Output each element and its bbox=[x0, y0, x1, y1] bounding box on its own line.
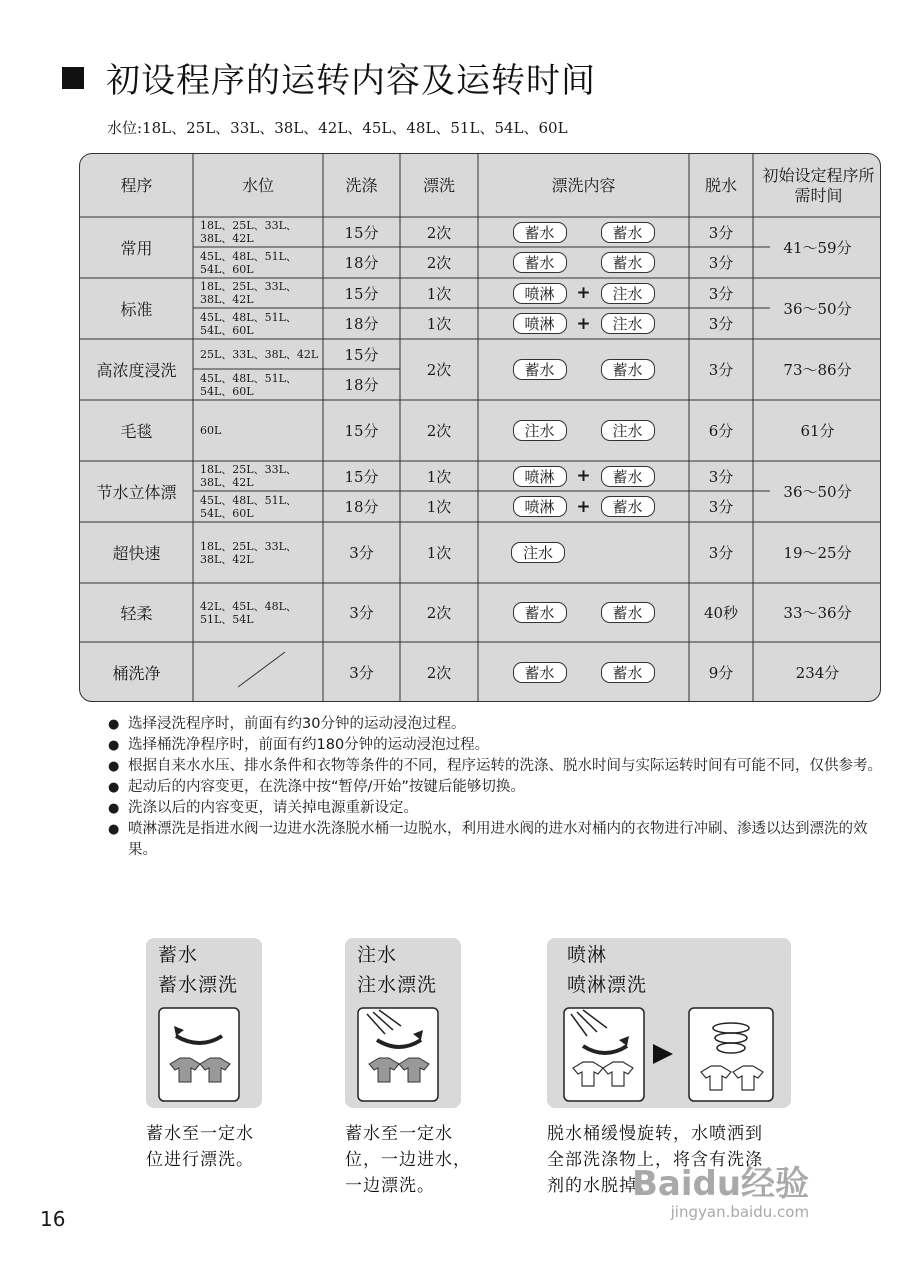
note-item: ● 洗涤以后的内容变更，请关掉电源重新设定。 bbox=[108, 798, 888, 819]
rinse-content bbox=[478, 308, 689, 339]
rinse-step-pill: 蓄水 bbox=[513, 359, 567, 380]
rinse-content bbox=[478, 400, 689, 461]
bullet-icon: ● bbox=[108, 822, 120, 837]
spin-time: 6分 bbox=[708, 422, 734, 440]
program-table bbox=[79, 153, 881, 702]
bullet-icon: ● bbox=[108, 780, 120, 795]
panel-subtitle: 蓄水漂洗 bbox=[158, 974, 239, 996]
rinse-content bbox=[478, 583, 689, 642]
wash-time: 15分 bbox=[344, 345, 379, 364]
panel-subtitle: 注水漂洗 bbox=[357, 974, 438, 996]
rinse-count: 1次 bbox=[426, 544, 452, 562]
rinse-step-pill: 喷淋 bbox=[513, 466, 567, 487]
spin-time: 3分 bbox=[708, 254, 734, 272]
rinse-step-pill: 蓄水 bbox=[513, 602, 567, 623]
bullet-icon: ● bbox=[108, 738, 120, 753]
panel-title: 喷淋 bbox=[567, 944, 608, 966]
watermark-url: jingyan.baidu.com bbox=[670, 1203, 810, 1221]
water-levels-cell: 18L、25L、33L、38L、42L bbox=[200, 280, 297, 306]
program-normal: 常用 bbox=[120, 239, 153, 258]
spin-time: 3分 bbox=[708, 361, 734, 379]
spin-time: 3分 bbox=[708, 315, 734, 333]
water-levels-cell: 18L、25L、33L、38L、42L bbox=[200, 463, 297, 489]
wash-time: 3分 bbox=[349, 544, 374, 562]
panel-subtitle: 喷淋漂洗 bbox=[567, 974, 648, 996]
water-levels-cell: 18L、25L、33L、38L、42L bbox=[200, 539, 297, 566]
rinse-content bbox=[478, 247, 689, 278]
rinse-content bbox=[478, 339, 689, 400]
total-time: 36～50分 bbox=[783, 483, 852, 501]
panel-description: 脱水桶缓慢旋转，水喷洒到 全部洗涤物上，将含有洗涤 剂的水脱掉。 bbox=[547, 1124, 763, 1196]
rinse-step-pill: 注水 bbox=[601, 420, 655, 441]
header-program: 程序 bbox=[120, 175, 153, 195]
wash-time: 15分 bbox=[344, 284, 379, 303]
watermark bbox=[632, 1165, 809, 1221]
panel-title: 注水 bbox=[357, 944, 398, 966]
rinse-step-pill: 蓄水 bbox=[601, 252, 655, 273]
rinse-step-pill: 注水 bbox=[601, 313, 655, 334]
rinse-step-pill: 喷淋 bbox=[513, 313, 567, 334]
rinse-count: 1次 bbox=[426, 315, 452, 333]
rinse-content bbox=[478, 461, 689, 491]
header-rinse-content: 漂洗内容 bbox=[551, 175, 616, 195]
total-time: 41～59分 bbox=[783, 239, 852, 257]
total-time: 234分 bbox=[795, 664, 840, 682]
panel-description: 蓄水至一定水 位，一边进水， 一边漂洗。 bbox=[345, 1124, 471, 1196]
panel-spray bbox=[547, 938, 791, 1108]
rinse-count: 2次 bbox=[426, 223, 452, 242]
wash-time: 3分 bbox=[349, 664, 374, 682]
water-levels-cell: 60L bbox=[200, 424, 222, 437]
panel-fill-water bbox=[345, 938, 461, 1108]
bullet-icon: ● bbox=[108, 801, 120, 816]
rinse-step-pill: 蓄水 bbox=[601, 359, 655, 380]
rinse-count: 2次 bbox=[426, 254, 452, 272]
rinse-step-pill: 注水 bbox=[601, 283, 655, 304]
program-tub-clean: 桶洗净 bbox=[112, 664, 161, 683]
rinse-count: 2次 bbox=[426, 361, 452, 379]
wash-time: 15分 bbox=[344, 467, 379, 486]
spin-time: 3分 bbox=[708, 544, 734, 562]
rinse-step-pill: 蓄水 bbox=[601, 222, 655, 243]
rinse-step-pill: 蓄水 bbox=[601, 466, 655, 487]
spin-time: 40秒 bbox=[703, 604, 739, 622]
fill-water-rinse-illustration bbox=[355, 1006, 441, 1104]
panel-title: 蓄水 bbox=[158, 944, 199, 966]
rinse-step-pill: 注水 bbox=[511, 542, 565, 563]
program-blanket: 毛毯 bbox=[120, 422, 153, 441]
header-rinse: 漂洗 bbox=[422, 175, 455, 195]
spin-time: 9分 bbox=[708, 664, 734, 682]
program-gentle: 轻柔 bbox=[120, 604, 153, 623]
water-levels-cell: 18L、25L、33L、38L、42L bbox=[200, 219, 297, 245]
water-levels-cell: 42L、45L、48L、51L、54L bbox=[200, 599, 297, 626]
header-total-time: 初始设定程序所需时间 bbox=[762, 165, 875, 205]
plus-icon: + bbox=[576, 283, 591, 303]
spin-time: 3分 bbox=[708, 223, 734, 242]
rinse-count: 1次 bbox=[426, 284, 452, 303]
plus-icon: + bbox=[576, 313, 591, 334]
wash-time: 18分 bbox=[344, 498, 379, 516]
header-spin: 脱水 bbox=[704, 175, 737, 195]
note-item: ● 选择浸洗程序时，前面有约30分钟的运动浸泡过程。 bbox=[108, 714, 888, 735]
rinse-content bbox=[478, 642, 689, 702]
water-levels-cell: 45L、48L、51L、54L、60L bbox=[200, 493, 297, 520]
page-title bbox=[62, 53, 596, 102]
program-eco-3d-rinse: 节水立体漂 bbox=[96, 483, 177, 502]
rinse-count: 1次 bbox=[426, 498, 452, 516]
rinse-step-pill: 蓄水 bbox=[601, 496, 655, 517]
wash-time: 15分 bbox=[344, 422, 379, 440]
rinse-count: 2次 bbox=[426, 422, 452, 440]
total-time: 33～36分 bbox=[783, 604, 852, 622]
water-levels-cell: 45L、48L、51L、54L、60L bbox=[200, 249, 297, 276]
notes-list bbox=[108, 714, 888, 861]
rinse-step-pill: 蓄水 bbox=[513, 662, 567, 683]
note-item: ● 根据自来水水压、排水条件和衣物等条件的不同，程序运转的洗涤、脱水时间与实际运转时间有可能不同，仅供参考。 bbox=[108, 756, 888, 777]
panel-store-water bbox=[146, 938, 262, 1108]
spin-time: 3分 bbox=[708, 467, 734, 486]
program-quick: 超快速 bbox=[112, 544, 161, 563]
rinse-step-pill: 蓄水 bbox=[513, 252, 567, 273]
header-water: 水位 bbox=[241, 175, 274, 195]
rinse-content bbox=[478, 491, 689, 522]
spin-time: 3分 bbox=[708, 284, 734, 303]
bullet-icon: ● bbox=[108, 717, 120, 732]
rinse-step-pill: 蓄水 bbox=[513, 222, 567, 243]
program-soak: 高浓度浸洗 bbox=[96, 361, 177, 380]
water-levels-cell: 45L、48L、51L、54L、60L bbox=[200, 310, 297, 337]
total-time: 36～50分 bbox=[783, 300, 852, 318]
note-item: ● 喷淋漂洗是指进水阀一边进水洗涤脱水桶一边脱水，利用进水阀的进水对桶内的衣物进行冲刷、渗透以达到漂洗的效果。 bbox=[108, 819, 888, 861]
rinse-step-pill: 蓄水 bbox=[601, 662, 655, 683]
rinse-content bbox=[478, 217, 689, 247]
wash-time: 18分 bbox=[344, 376, 379, 394]
header-wash: 洗涤 bbox=[345, 175, 378, 195]
spray-rinse-illustration bbox=[561, 1006, 785, 1104]
total-time: 19～25分 bbox=[783, 544, 852, 562]
rinse-step-pill: 注水 bbox=[513, 420, 567, 441]
rinse-step-pill: 喷淋 bbox=[513, 283, 567, 304]
bullet-icon: ● bbox=[108, 759, 120, 774]
program-standard: 标准 bbox=[120, 300, 153, 319]
page-number: 16 bbox=[40, 1207, 66, 1231]
rinse-content bbox=[478, 522, 689, 583]
spin-time: 3分 bbox=[708, 498, 734, 516]
plus-icon: + bbox=[576, 496, 591, 517]
total-time: 73～86分 bbox=[783, 361, 852, 379]
rinse-step-pill: 蓄水 bbox=[601, 602, 655, 623]
wash-time: 18分 bbox=[344, 315, 379, 333]
title-square-icon bbox=[62, 67, 84, 89]
watermark-brand: Baidu经验 bbox=[632, 1164, 810, 1204]
note-item: ● 选择桶洗净程序时，前面有约180分钟的运动浸泡过程。 bbox=[108, 735, 888, 756]
wash-time: 3分 bbox=[349, 604, 374, 622]
rinse-count: 2次 bbox=[426, 664, 452, 682]
water-levels-line: 水位:18L、25L、33L、38L、42L、45L、48L、51L、54L、60L bbox=[107, 119, 568, 137]
rinse-count: 2次 bbox=[426, 604, 452, 622]
rinse-content bbox=[478, 278, 689, 308]
note-item: ● 起动后的内容变更，在洗涤中按“暂停/开始”按键后能够切换。 bbox=[108, 777, 888, 798]
rinse-step-pill: 喷淋 bbox=[513, 496, 567, 517]
rinse-count: 1次 bbox=[426, 467, 452, 486]
wash-time: 18分 bbox=[344, 254, 379, 272]
water-levels-cell: 25L、33L、38L、42L bbox=[200, 347, 319, 361]
store-water-rinse-illustration bbox=[156, 1006, 242, 1104]
water-levels-cell: 45L、48L、51L、54L、60L bbox=[200, 371, 297, 398]
total-time: 61分 bbox=[800, 422, 835, 440]
plus-icon: + bbox=[576, 466, 591, 486]
wash-time: 15分 bbox=[344, 223, 379, 242]
panel-description: 蓄水至一定水 位进行漂洗。 bbox=[146, 1124, 254, 1170]
title-text: 初设程序的运转内容及运转时间 bbox=[106, 61, 596, 101]
